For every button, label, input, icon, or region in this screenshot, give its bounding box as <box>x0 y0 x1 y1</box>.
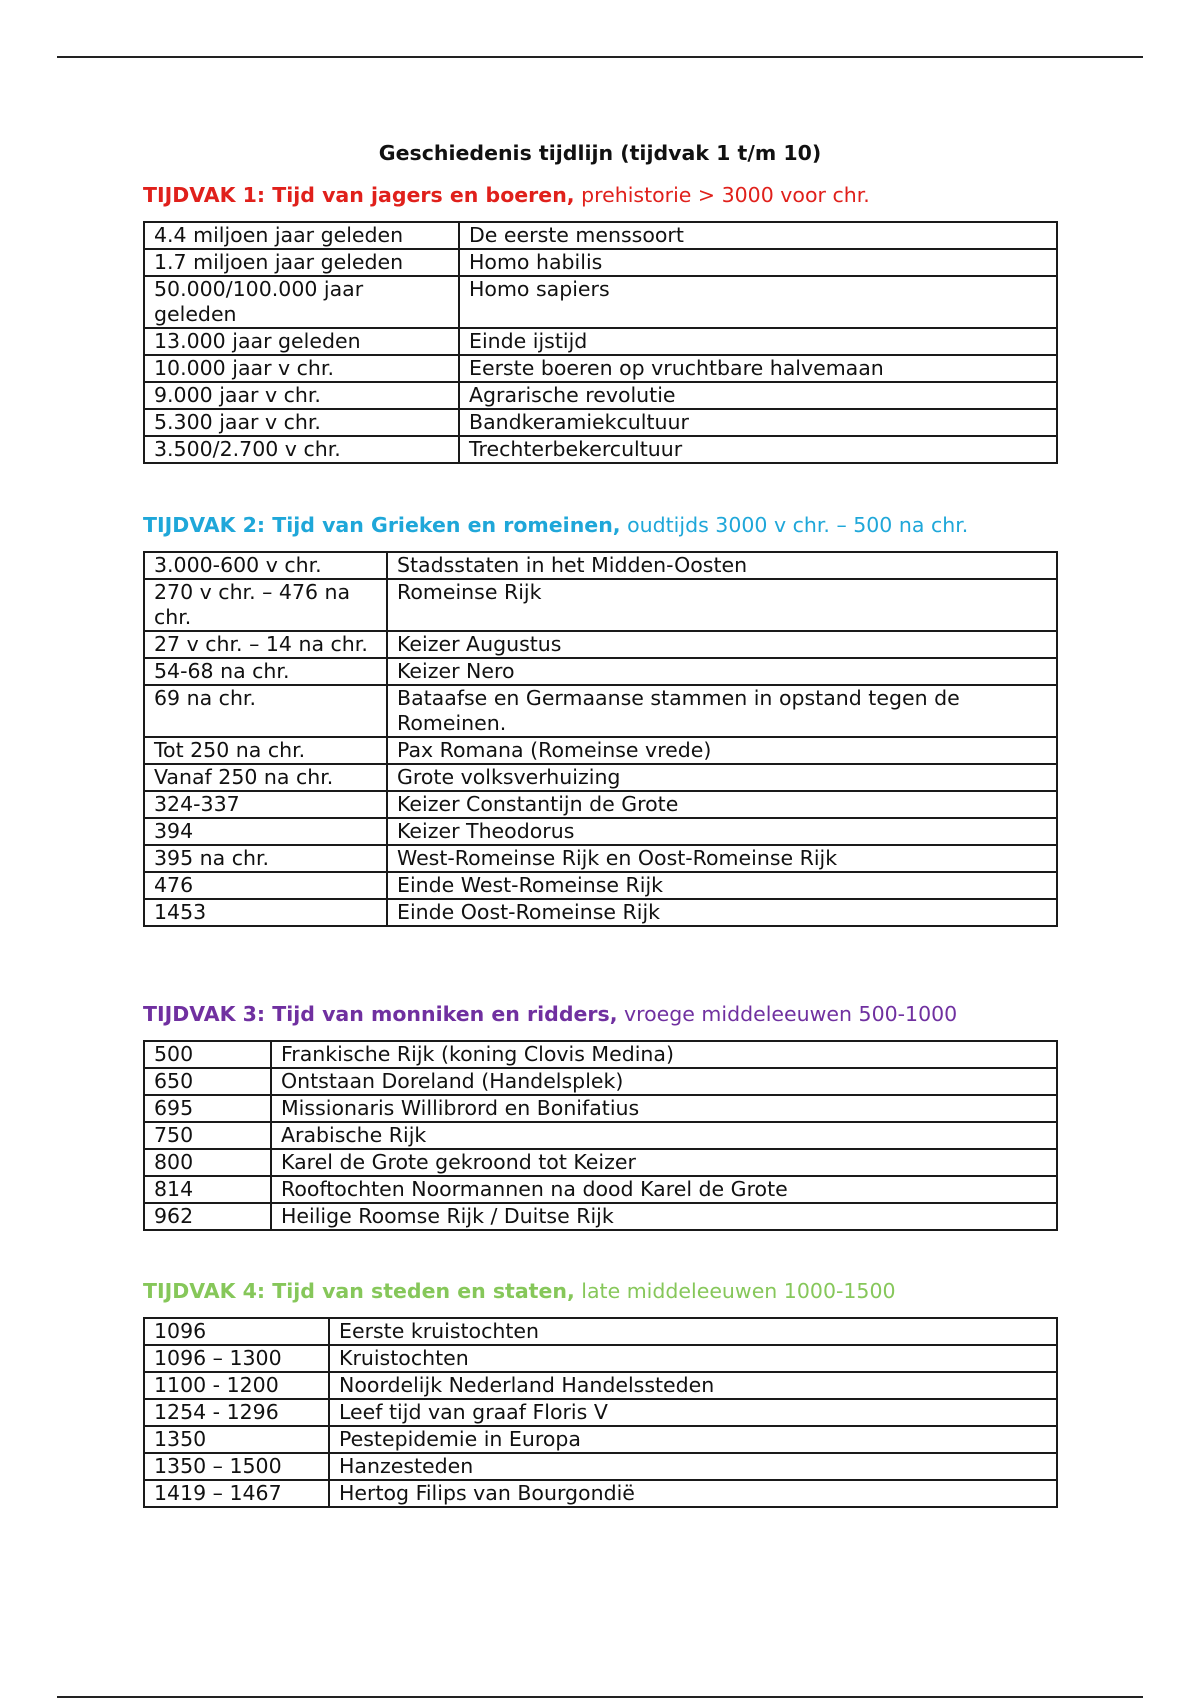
event-cell: Bataafse en Germaanse stammen in opstand tegen de Romeinen. <box>387 685 1057 737</box>
date-cell: 5.300 jaar v chr. <box>144 409 459 436</box>
heading-title: TIJDVAK 3: Tijd van monniken en ridders, <box>143 1002 618 1026</box>
event-cell: Keizer Nero <box>387 658 1057 685</box>
table-row <box>144 764 1057 791</box>
event-cell: Hanzesteden <box>329 1453 1057 1480</box>
date-cell: 1350 <box>144 1426 329 1453</box>
event-cell: Noordelijk Nederland Handelssteden <box>329 1372 1057 1399</box>
section-tijdvak-2 <box>143 513 1058 927</box>
table-row <box>144 1426 1057 1453</box>
date-cell: 270 v chr. – 476 na chr. <box>144 579 387 631</box>
heading-subtitle: vroege middeleeuwen 500-1000 <box>617 1002 958 1026</box>
date-cell: 1.7 miljoen jaar geleden <box>144 249 459 276</box>
page-bottom-rule <box>57 1696 1143 1698</box>
date-cell: 324-337 <box>144 791 387 818</box>
date-cell: 13.000 jaar geleden <box>144 328 459 355</box>
event-cell: Eerste kruistochten <box>329 1318 1057 1345</box>
heading-title: TIJDVAK 4: Tijd van steden en staten, <box>143 1279 575 1303</box>
event-cell: Keizer Augustus <box>387 631 1057 658</box>
date-cell: 1254 - 1296 <box>144 1399 329 1426</box>
event-cell: Trechterbekercultuur <box>459 436 1057 463</box>
table-row <box>144 845 1057 872</box>
table-row <box>144 436 1057 463</box>
date-cell: 27 v chr. – 14 na chr. <box>144 631 387 658</box>
table-row <box>144 1095 1057 1122</box>
event-cell: Stadsstaten in het Midden-Oosten <box>387 552 1057 579</box>
event-cell: Einde West-Romeinse Rijk <box>387 872 1057 899</box>
table-row <box>144 658 1057 685</box>
section-heading <box>143 183 1058 211</box>
table-row <box>144 579 1057 631</box>
table-row <box>144 409 1057 436</box>
date-cell: 10.000 jaar v chr. <box>144 355 459 382</box>
table-row <box>144 1480 1057 1507</box>
table-row <box>144 222 1057 249</box>
table-row <box>144 1399 1057 1426</box>
table-row <box>144 1176 1057 1203</box>
table-row <box>144 818 1057 845</box>
date-cell: 500 <box>144 1041 271 1068</box>
date-cell: 650 <box>144 1068 271 1095</box>
event-cell: Bandkeramiekcultuur <box>459 409 1057 436</box>
page-top-rule <box>57 56 1143 58</box>
event-cell: Romeinse Rijk <box>387 579 1057 631</box>
date-cell: 814 <box>144 1176 271 1203</box>
heading-subtitle: late middeleeuwen 1000-1500 <box>574 1279 896 1303</box>
section-heading <box>143 1279 1058 1307</box>
date-cell: 695 <box>144 1095 271 1122</box>
heading-subtitle: oudtijds 3000 v chr. – 500 na chr. <box>620 513 969 537</box>
date-cell: Vanaf 250 na chr. <box>144 764 387 791</box>
table-row <box>144 552 1057 579</box>
date-cell: 962 <box>144 1203 271 1230</box>
date-cell: 9.000 jaar v chr. <box>144 382 459 409</box>
event-cell: Homo sapiers <box>459 276 1057 328</box>
date-cell: 1100 - 1200 <box>144 1372 329 1399</box>
event-cell: Hertog Filips van Bourgondië <box>329 1480 1057 1507</box>
event-cell: Leef tijd van graaf Floris V <box>329 1399 1057 1426</box>
table-row <box>144 1318 1057 1345</box>
table-row <box>144 355 1057 382</box>
date-cell: 395 na chr. <box>144 845 387 872</box>
date-cell: 4.4 miljoen jaar geleden <box>144 222 459 249</box>
table-row <box>144 328 1057 355</box>
table-row <box>144 1372 1057 1399</box>
table-row <box>144 737 1057 764</box>
table-row <box>144 872 1057 899</box>
date-cell: 50.000/100.000 jaar geleden <box>144 276 459 328</box>
table-row <box>144 791 1057 818</box>
event-cell: Karel de Grote gekroond tot Keizer <box>271 1149 1057 1176</box>
timeline-table <box>143 1040 1058 1231</box>
table-row <box>144 276 1057 328</box>
table-row <box>144 382 1057 409</box>
table-row <box>144 249 1057 276</box>
date-cell: 69 na chr. <box>144 685 387 737</box>
table-row <box>144 685 1057 737</box>
event-cell: Grote volksverhuizing <box>387 764 1057 791</box>
date-cell: 476 <box>144 872 387 899</box>
date-cell: 1096 <box>144 1318 329 1345</box>
event-cell: West-Romeinse Rijk en Oost-Romeinse Rijk <box>387 845 1057 872</box>
table-row <box>144 899 1057 926</box>
date-cell: 54-68 na chr. <box>144 658 387 685</box>
date-cell: Tot 250 na chr. <box>144 737 387 764</box>
table-row <box>144 1149 1057 1176</box>
table-row <box>144 1203 1057 1230</box>
date-cell: 800 <box>144 1149 271 1176</box>
section-tijdvak-3 <box>143 1002 1058 1231</box>
event-cell: Einde Oost-Romeinse Rijk <box>387 899 1057 926</box>
event-cell: Frankische Rijk (koning Clovis Medina) <box>271 1041 1057 1068</box>
table-row <box>144 1122 1057 1149</box>
event-cell: Keizer Theodorus <box>387 818 1057 845</box>
event-cell: Keizer Constantijn de Grote <box>387 791 1057 818</box>
date-cell: 394 <box>144 818 387 845</box>
event-cell: Heilige Roomse Rijk / Duitse Rijk <box>271 1203 1057 1230</box>
event-cell: Kruistochten <box>329 1345 1057 1372</box>
date-cell: 3.000-600 v chr. <box>144 552 387 579</box>
event-cell: Pax Romana (Romeinse vrede) <box>387 737 1057 764</box>
section-heading <box>143 1002 1058 1030</box>
event-cell: Homo habilis <box>459 249 1057 276</box>
event-cell: Ontstaan Doreland (Handelsplek) <box>271 1068 1057 1095</box>
table-row <box>144 1068 1057 1095</box>
date-cell: 1096 – 1300 <box>144 1345 329 1372</box>
event-cell: Einde ijstijd <box>459 328 1057 355</box>
timeline-table <box>143 221 1058 464</box>
event-cell: Eerste boeren op vruchtbare halvemaan <box>459 355 1057 382</box>
section-tijdvak-1 <box>143 183 1058 464</box>
date-cell: 1350 – 1500 <box>144 1453 329 1480</box>
date-cell: 3.500/2.700 v chr. <box>144 436 459 463</box>
event-cell: De eerste menssoort <box>459 222 1057 249</box>
table-row <box>144 1345 1057 1372</box>
event-cell: Pestepidemie in Europa <box>329 1426 1057 1453</box>
table-row <box>144 1041 1057 1068</box>
section-heading <box>143 513 1058 541</box>
heading-title: TIJDVAK 1: Tijd van jagers en boeren, <box>143 183 575 207</box>
event-cell: Arabische Rijk <box>271 1122 1057 1149</box>
timeline-table <box>143 1317 1058 1508</box>
date-cell: 750 <box>144 1122 271 1149</box>
heading-title: TIJDVAK 2: Tijd van Grieken en romeinen, <box>143 513 621 537</box>
timeline-table <box>143 551 1058 927</box>
event-cell: Missionaris Willibrord en Bonifatius <box>271 1095 1057 1122</box>
heading-subtitle: prehistorie > 3000 voor chr. <box>574 183 870 207</box>
event-cell: Agrarische revolutie <box>459 382 1057 409</box>
table-row <box>144 631 1057 658</box>
section-tijdvak-4 <box>143 1279 1058 1508</box>
date-cell: 1453 <box>144 899 387 926</box>
date-cell: 1419 – 1467 <box>144 1480 329 1507</box>
table-row <box>144 1453 1057 1480</box>
event-cell: Rooftochten Noormannen na dood Karel de Grote <box>271 1176 1057 1203</box>
document-title: Geschiedenis tijdlijn (tijdvak 1 t/m 10) <box>378 141 822 165</box>
